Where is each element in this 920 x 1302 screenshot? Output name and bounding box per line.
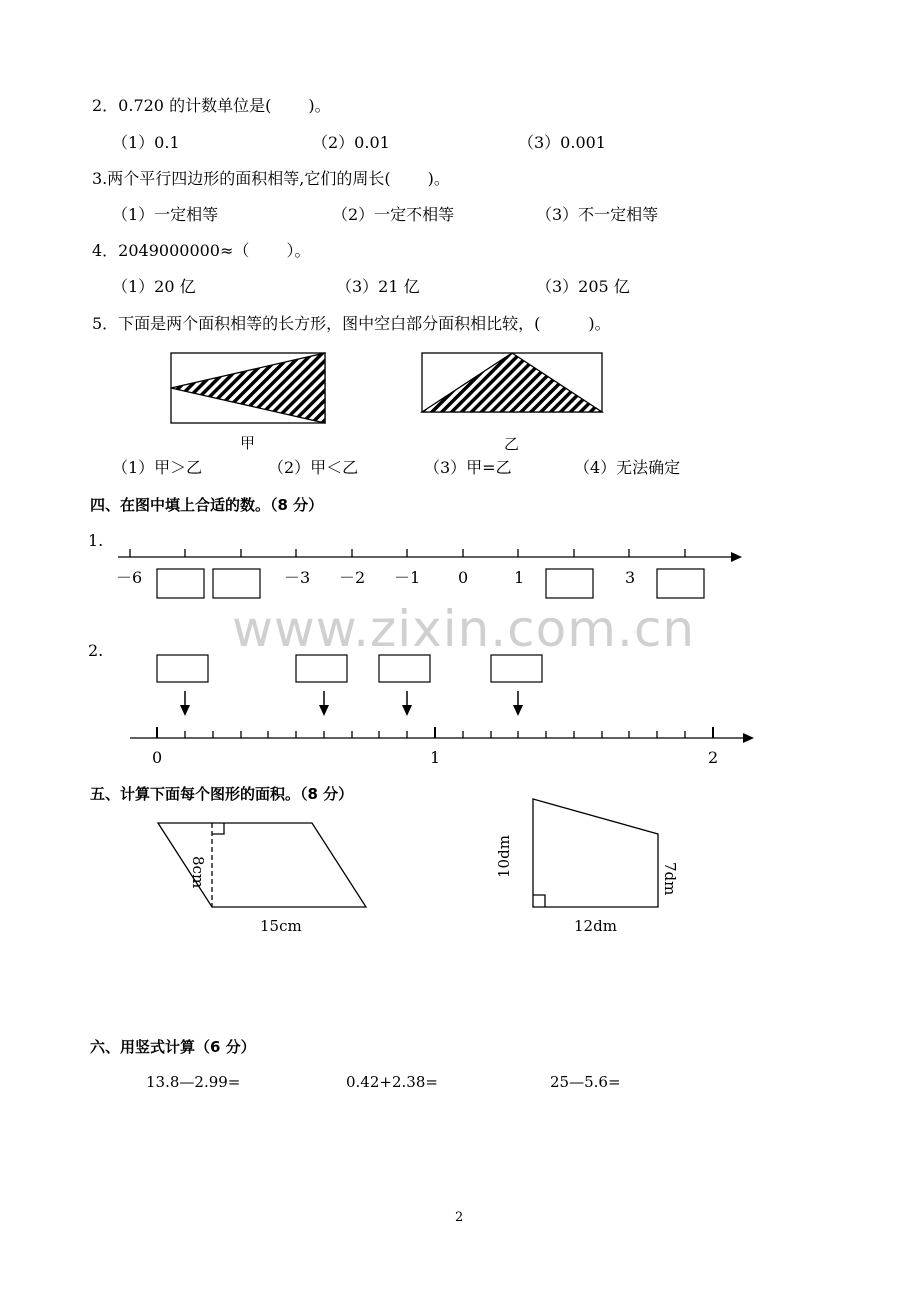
answer-box[interactable] <box>657 569 704 598</box>
parallelogram-base-label: 15cm <box>260 917 302 935</box>
numberline1-label: －3 <box>284 568 311 587</box>
trapezoid-right-label: 7dm <box>661 862 679 896</box>
answer-box[interactable] <box>157 569 204 598</box>
section5-title: 五、计算下面每个图形的面积。（8 分） <box>90 785 354 803</box>
q3-option-1: （1）一定相等 <box>112 205 219 224</box>
q2-stem: 2．0.720 的计数单位是( )。 <box>92 96 331 115</box>
q3-option-2: （2）一定不相等 <box>332 205 455 224</box>
down-arrow-icon <box>513 691 523 716</box>
trapezoid-bottom-label: 12dm <box>574 917 617 935</box>
q3-stem: 3.两个平行四边形的面积相等,它们的周长( )。 <box>92 169 450 188</box>
q5-option-1: （1）甲＞乙 <box>112 458 203 477</box>
down-arrow-icon <box>319 691 329 716</box>
answer-box[interactable] <box>213 569 260 598</box>
watermark: www.zixin.com.cn <box>232 600 696 658</box>
answer-box[interactable] <box>491 655 542 682</box>
vertical-calc-problem: 0.42+2.38= <box>346 1073 438 1091</box>
section6-title: 六、用竖式计算（6 分） <box>90 1038 256 1056</box>
page-number: 2 <box>455 1210 464 1225</box>
q5-option-3: （3）甲=乙 <box>424 458 512 477</box>
numberline1-label: 0 <box>458 568 469 587</box>
numberline1-label: －2 <box>339 568 366 587</box>
number-line-2 <box>130 727 754 743</box>
q4-option-3: （3）205 亿 <box>536 277 630 296</box>
rectangle-jia <box>171 353 325 423</box>
answer-box[interactable] <box>379 655 430 682</box>
numberline1-item-label: 1. <box>88 531 104 550</box>
numberline2-label: 2 <box>708 748 719 767</box>
number-line-1 <box>118 549 742 562</box>
rectangle-yi <box>422 353 602 412</box>
vertical-calc-problem: 25—5.6= <box>550 1073 621 1091</box>
q5-stem: 5．下面是两个面积相等的长方形，图中空白部分面积相比较，( )。 <box>92 314 611 333</box>
q4-option-1: （1）20 亿 <box>112 277 196 296</box>
answer-box[interactable] <box>157 655 208 682</box>
numberline1-label: 1 <box>514 568 525 587</box>
answer-box[interactable] <box>546 569 593 598</box>
q4-option-2: （3）21 亿 <box>336 277 420 296</box>
numberline1-label: －6 <box>116 568 143 587</box>
numberline1-label: 3 <box>625 568 636 587</box>
q2-option-1: （1）0.1 <box>112 133 180 152</box>
right-trapezoid <box>533 799 658 907</box>
numberline1-label: －1 <box>394 568 421 587</box>
numberline2-item-label: 2. <box>88 641 104 660</box>
answer-box[interactable] <box>296 655 347 682</box>
numberline2-label: 0 <box>152 748 163 767</box>
numberline2-label: 1 <box>430 748 441 767</box>
q4-stem: 4．2049000000≈（ ）。 <box>92 241 311 260</box>
q5-option-2: （2）甲＜乙 <box>268 458 359 477</box>
parallelogram-height-label: 8cm <box>189 856 207 889</box>
down-arrow-icon <box>402 691 412 716</box>
q2-option-3: （3）0.001 <box>518 133 606 152</box>
down-arrow-icon <box>180 691 190 716</box>
q5-option-4: （4）无法确定 <box>574 458 681 477</box>
parallelogram <box>158 823 366 907</box>
q3-option-3: （3）不一定相等 <box>536 205 659 224</box>
q5-label-yi: 乙 <box>504 435 520 453</box>
trapezoid-left-label: 10dm <box>495 835 513 878</box>
section4-title: 四、在图中填上合适的数。（8 分） <box>90 496 324 514</box>
q5-label-jia: 甲 <box>240 434 256 452</box>
vertical-calc-problem: 13.8—2.99= <box>146 1073 241 1091</box>
q2-option-2: （2）0.01 <box>312 133 390 152</box>
